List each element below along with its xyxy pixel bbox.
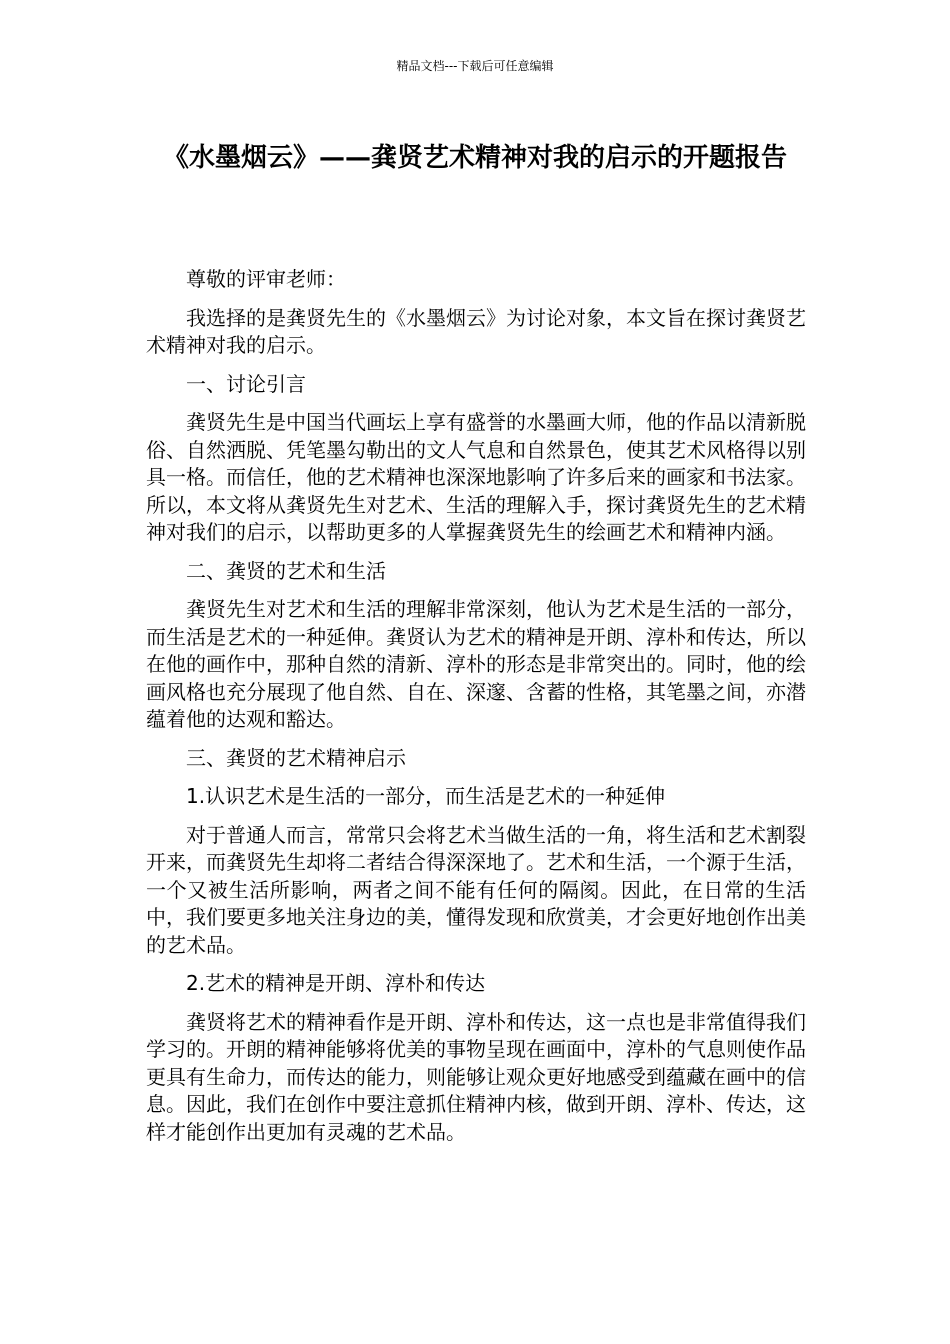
- subsection-heading-2: 2.艺术的精神是开朗、淳朴和传达: [186, 971, 486, 995]
- intro-paragraph: 我选择的是龚贤先生的《水墨烟云》为讨论对象，本文旨在探讨龚贤艺术精神对我的启示。: [146, 305, 806, 357]
- body-paragraph: 龚贤先生对艺术和生活的理解非常深刻，他认为艺术是生活的一部分，而生活是艺术的一种延伸。龚贤认为艺术的精神是开朗、淳朴和传达，所以在他的画作中，那种自然的清新、淳朴的形态是非常突出的。同时，他的绘画风格也充分展现了他自然、自在、深邃、含蓄的性格，其笔墨之间，亦潜蕴着他的达观和豁达。: [146, 597, 806, 731]
- section-heading-3: 三、龚贤的艺术精神启示: [186, 745, 406, 770]
- document-title: 《水墨烟云》——龚贤艺术精神对我的启示的开题报告: [162, 143, 787, 173]
- section-heading-2: 二、龚贤的艺术和生活: [186, 558, 386, 583]
- section-heading-1: 一、讨论引言: [186, 371, 306, 396]
- body-paragraph: 龚贤先生是中国当代画坛上享有盛誉的水墨画大师，他的作品以清新脱俗、自然洒脱、凭笔墨勾勒出的文人气息和自然景色，使其艺术风格得以别具一格。而信任，他的艺术精神也深深地影响了许多后来的画家和书法家。所以，本文将从龚贤先生对艺术、生活的理解入手，探讨龚贤先生的艺术精神对我们的启示，以帮助更多的人掌握龚贤先生的绘画艺术和精神内涵。: [146, 410, 806, 544]
- salutation: 尊敬的评审老师：: [186, 267, 346, 291]
- document-body: [146, 266, 806, 1157]
- header-note: 精品文档---下载后可任意编辑: [396, 59, 554, 73]
- body-paragraph: 龚贤将艺术的精神看作是开朗、淳朴和传达，这一点也是非常值得我们学习的。开朗的精神能够将优美的事物呈现在画面中，淳朴的气息则使作品更具有生命力，而传达的能力，则能够让观众更好地感受到蕴藏在画中的信息。因此，我们在创作中要注意抓住精神内核，做到开朗、淳朴、传达，这样才能创作出更加有灵魂的艺术品。: [146, 1009, 806, 1144]
- body-paragraph: 对于普通人而言，常常只会将艺术当做生活的一角，将生活和艺术割裂开来，而龚贤先生却将二者结合得深深地了。艺术和生活，一个源于生活，一个又被生活所影响，两者之间不能有任何的隔阂。因此，在日常的生活中，我们要更多地关注身边的美，懂得发现和欣赏美，才会更好地创作出美的艺术品。: [146, 822, 806, 957]
- subsection-heading-1: 1.认识艺术是生活的一部分，而生活是艺术的一种延伸: [186, 784, 666, 808]
